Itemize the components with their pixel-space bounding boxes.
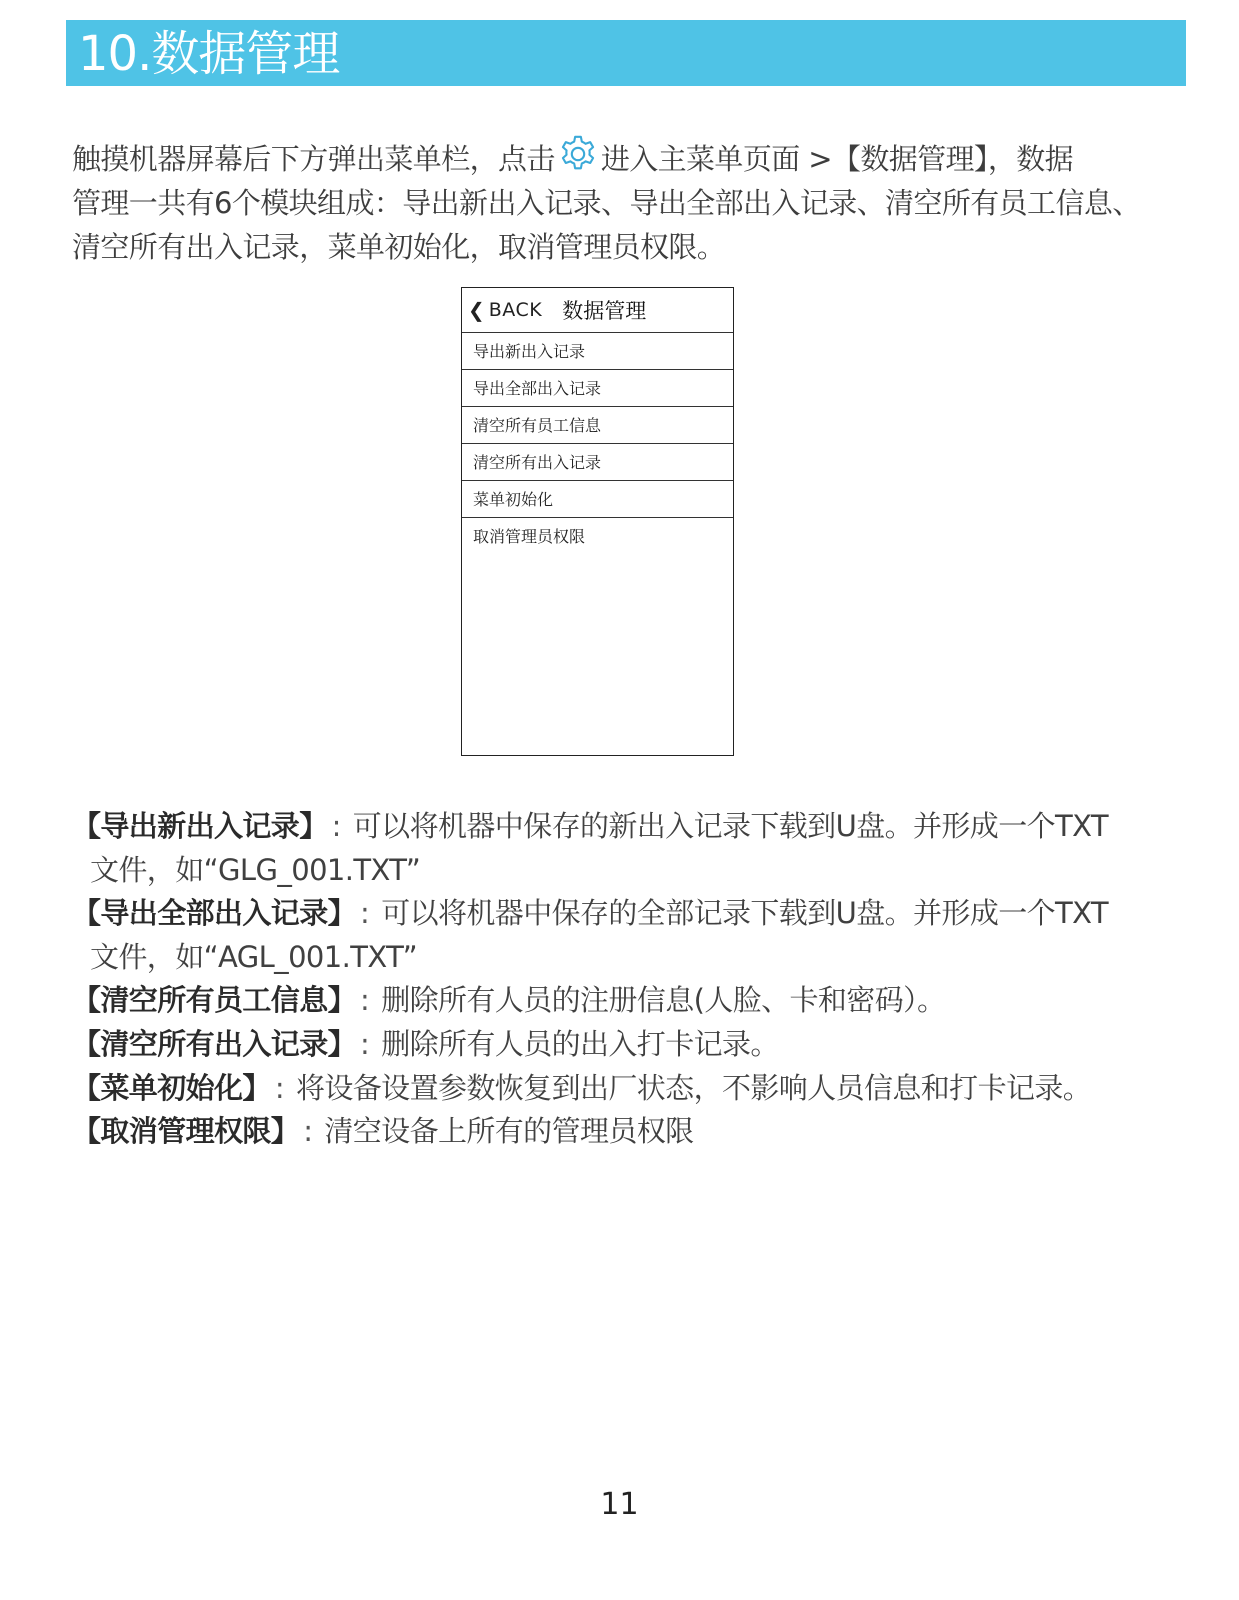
description-continuation: 文件，如“GLG_001.TXT” — [90, 852, 421, 887]
menu-item-clear-employee-info[interactable]: 清空所有员工信息 — [462, 407, 733, 444]
description-item — [72, 1067, 1212, 1111]
intro-text-after-icon: 进入主菜单页面 >【数据管理】，数据 — [600, 142, 1074, 176]
section-header-bar — [66, 20, 1186, 86]
description-text: 清空设备上所有的管理员权限 — [324, 1114, 694, 1149]
description-colon: : — [360, 1026, 370, 1061]
intro-text-before-icon: 触摸机器屏幕后下方弹出菜单栏，点击 — [72, 142, 555, 176]
back-chevron-icon[interactable]: ❮ — [468, 298, 485, 322]
description-term: 【导出新出入记录】 — [72, 809, 328, 843]
description-term: 【清空所有员工信息】 — [72, 983, 357, 1018]
description-text: 可以将机器中保存的全部记录下载到U盘。并形成一个TXT — [381, 896, 1109, 931]
module-descriptions — [72, 805, 1212, 1154]
description-term: 【导出全部出入记录】 — [72, 896, 357, 931]
description-text: 删除所有人员的注册信息(人脸、卡和密码）。 — [381, 983, 946, 1018]
description-colon: : — [360, 896, 370, 931]
menu-item-export-all-records[interactable]: 导出全部出入记录 — [462, 370, 733, 407]
description-term: 【取消管理权限】 — [72, 1114, 300, 1149]
screen-header — [462, 288, 733, 333]
back-button[interactable]: BACK — [488, 299, 543, 321]
description-text: 将设备设置参数恢复到出厂状态，不影响人员信息和打卡记录。 — [295, 1070, 1092, 1105]
intro-line-1 — [72, 133, 1232, 181]
page-number: 11 — [600, 1487, 639, 1522]
description-item — [72, 1023, 1212, 1067]
description-colon: : — [360, 983, 370, 1018]
description-text: 可以将机器中保存的新出入记录下载到U盘。并形成一个TXT — [352, 809, 1108, 843]
section-title: 10.数据管理 — [78, 26, 340, 82]
description-colon: : — [303, 1114, 313, 1149]
description-colon: : — [331, 809, 341, 843]
description-term: 【清空所有出入记录】 — [72, 1026, 357, 1061]
description-colon: : — [274, 1070, 284, 1105]
description-item — [72, 805, 1212, 849]
screen-title: 数据管理 — [562, 299, 647, 323]
menu-item-menu-reset[interactable]: 菜单初始化 — [462, 481, 733, 518]
menu-item-export-new-records[interactable]: 导出新出入记录 — [462, 333, 733, 370]
data-management-screen-mockup — [461, 287, 734, 756]
description-item — [72, 1110, 1212, 1154]
description-item — [72, 892, 1212, 936]
description-text: 删除所有人员的出入打卡记录。 — [381, 1026, 779, 1061]
description-term: 【菜单初始化】 — [72, 1070, 271, 1105]
intro-line-2: 管理一共有6个模块组成：导出新出入记录、导出全部出入记录、清空所有员工信息、 — [72, 186, 1141, 220]
gear-icon — [557, 133, 599, 175]
description-continuation: 文件，如“AGL_001.TXT” — [90, 939, 418, 974]
menu-item-revoke-admin[interactable]: 取消管理员权限 — [473, 527, 586, 546]
intro-line-3: 清空所有出入记录，菜单初始化，取消管理员权限。 — [72, 230, 726, 264]
menu-item-clear-access-records[interactable]: 清空所有出入记录 — [462, 444, 733, 481]
description-item — [72, 979, 1212, 1023]
intro-paragraph — [72, 133, 1232, 269]
